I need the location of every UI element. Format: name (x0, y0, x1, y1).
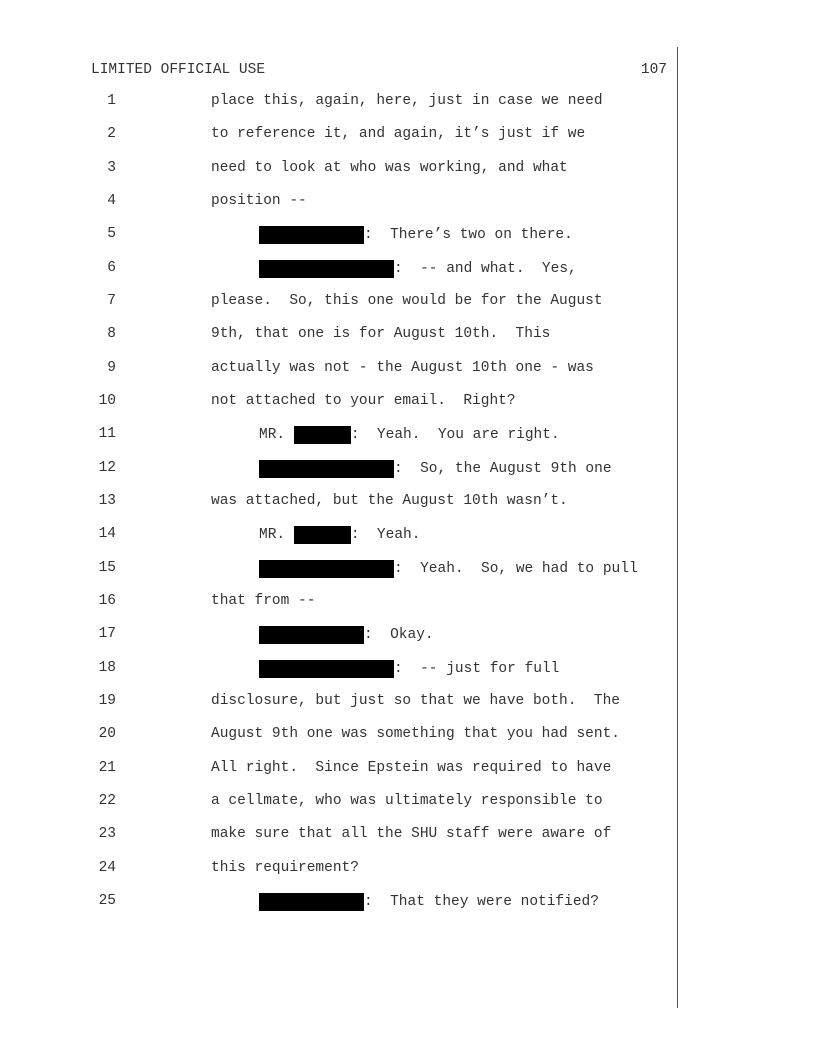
speaker-prefix: MR. (259, 527, 294, 543)
line-text (211, 693, 620, 709)
speaker-prefix: MR. (259, 427, 294, 443)
line-content: to reference it, and again, it’s just if we (211, 126, 586, 142)
line-number: 16 (98, 593, 116, 609)
transcript-line (0, 260, 816, 280)
line-number: 2 (107, 126, 116, 142)
line-number: 10 (98, 393, 116, 409)
line-text (259, 460, 612, 478)
line-content: was attached, but the August 10th wasn’t. (211, 493, 568, 509)
transcript-line (0, 860, 816, 880)
line-content: actually was not - the August 10th one - was (211, 360, 594, 376)
transcript-line (0, 126, 816, 146)
line-text (259, 626, 434, 644)
transcript-line (0, 893, 816, 913)
redaction-box (259, 893, 364, 911)
line-number: 4 (107, 193, 116, 209)
transcript-line (0, 660, 816, 680)
transcript-line (0, 193, 816, 213)
line-content: : -- just for full (394, 661, 560, 677)
transcript-line (0, 393, 816, 413)
line-number: 6 (107, 260, 116, 276)
line-content: position -- (211, 193, 307, 209)
line-number: 23 (98, 826, 116, 842)
line-number: 18 (98, 660, 116, 676)
transcript-line (0, 93, 816, 113)
line-text (259, 426, 560, 444)
line-number: 9 (107, 360, 116, 376)
page-number: 107 (640, 62, 667, 78)
line-text (211, 760, 611, 776)
line-content: All right. Since Epstein was required to have (211, 760, 612, 776)
line-text (211, 360, 594, 376)
line-number: 12 (98, 460, 116, 476)
line-content: 9th, that one is for August 10th. This (211, 326, 551, 342)
line-content: August 9th one was something that you had sent. (211, 726, 620, 742)
transcript-line (0, 560, 816, 580)
line-content: place this, again, here, just in case we need (211, 93, 603, 109)
line-content: : So, the August 9th one (394, 461, 612, 477)
line-content: please. So, this one would be for the August (211, 293, 603, 309)
redaction-box (294, 426, 351, 444)
transcript-line (0, 160, 816, 180)
line-number: 20 (98, 726, 116, 742)
transcript-line (0, 793, 816, 813)
line-number: 11 (98, 426, 116, 442)
line-text (211, 593, 315, 609)
transcript-line (0, 593, 816, 613)
transcript-line (0, 293, 816, 313)
line-text (211, 93, 603, 109)
redaction-box (259, 226, 364, 244)
redaction-box (294, 526, 351, 544)
line-number: 13 (98, 493, 116, 509)
line-number: 22 (98, 793, 116, 809)
line-number: 14 (98, 526, 116, 542)
line-text (211, 493, 568, 509)
transcript-line (0, 626, 816, 646)
line-text (211, 193, 307, 209)
line-text (211, 160, 568, 176)
line-text (259, 260, 577, 278)
line-content: this requirement? (211, 860, 359, 876)
redaction-box (259, 460, 394, 478)
line-text (211, 293, 603, 309)
transcript-line (0, 360, 816, 380)
line-text (211, 860, 359, 876)
line-content: not attached to your email. Right? (211, 393, 516, 409)
line-content: disclosure, but just so that we have both. The (211, 693, 620, 709)
line-text (259, 660, 559, 678)
redaction-box (259, 260, 394, 278)
transcript-line (0, 726, 816, 746)
line-content: : Yeah. So, we had to pull (394, 561, 638, 577)
line-number: 24 (98, 860, 116, 876)
line-number: 8 (107, 326, 116, 342)
transcript-line (0, 226, 816, 246)
line-text (259, 560, 638, 578)
line-content: : Yeah. (350, 527, 421, 543)
line-number: 7 (107, 293, 116, 309)
transcript-line (0, 426, 816, 446)
line-content: a cellmate, who was ultimately responsible to (211, 793, 603, 809)
line-text (259, 893, 599, 911)
line-text (211, 393, 516, 409)
line-number: 15 (98, 560, 116, 576)
line-content: : That they were notified? (364, 894, 599, 910)
line-number: 3 (107, 160, 116, 176)
line-text (259, 526, 420, 544)
page-header-classification: LIMITED OFFICIAL USE (91, 62, 266, 78)
line-number: 25 (98, 893, 116, 909)
line-text (259, 226, 573, 244)
transcript-line (0, 526, 816, 546)
line-number: 5 (107, 226, 116, 242)
line-text (211, 793, 603, 809)
line-content: : Yeah. You are right. (350, 427, 560, 443)
transcript-line (0, 826, 816, 846)
line-number: 1 (107, 93, 116, 109)
line-text (211, 726, 620, 742)
line-number: 19 (98, 693, 116, 709)
transcript-line (0, 760, 816, 780)
redaction-box (259, 626, 364, 644)
line-content: that from -- (211, 593, 316, 609)
line-number: 21 (98, 760, 116, 776)
transcript-line (0, 460, 816, 480)
line-content: : Okay. (364, 627, 434, 643)
transcript-line (0, 326, 816, 346)
line-content: : There’s two on there. (364, 227, 573, 243)
redaction-box (259, 560, 394, 578)
redaction-box (259, 660, 394, 678)
line-number: 17 (98, 626, 116, 642)
line-content: : -- and what. Yes, (394, 261, 577, 277)
transcript-line (0, 493, 816, 513)
line-content: need to look at who was working, and what (211, 160, 568, 176)
transcript-line (0, 693, 816, 713)
line-text (211, 126, 585, 142)
line-text (211, 826, 611, 842)
line-text (211, 326, 550, 342)
line-content: make sure that all the SHU staff were aware of (211, 826, 612, 842)
